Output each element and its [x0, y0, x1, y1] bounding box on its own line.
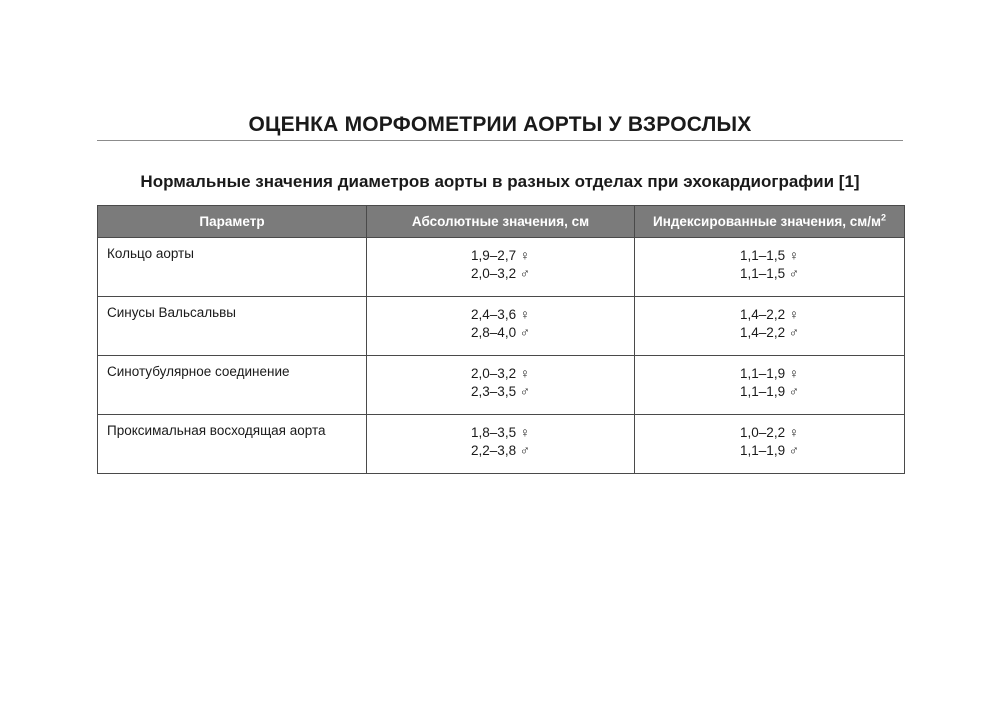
absolute-cell — [367, 356, 635, 415]
indexed-male-value: 1,1–1,5 ♂ — [740, 266, 799, 281]
absolute-male-value: 2,0–3,2 ♂ — [471, 266, 530, 281]
absolute-female-value: 2,4–3,6 ♀ — [471, 307, 530, 322]
absolute-female-value: 2,0–3,2 ♀ — [471, 366, 530, 381]
table-header-row — [98, 206, 905, 238]
absolute-cell — [367, 297, 635, 356]
indexed-male-value: 1,1–1,9 ♂ — [740, 384, 799, 399]
param-cell: Синусы Вальсальвы — [98, 297, 367, 356]
indexed-female-value: 1,0–2,2 ♀ — [740, 425, 799, 440]
table-caption: Нормальные значения диаметров аорты в разных отделах при эхокардиографии [1] — [140, 172, 860, 191]
indexed-cell — [635, 415, 905, 474]
param-cell: Кольцо аорты — [98, 238, 367, 297]
param-cell: Проксимальная восходящая аорта — [98, 415, 367, 474]
absolute-female-value: 1,9–2,7 ♀ — [471, 248, 530, 263]
table-row — [98, 238, 905, 297]
indexed-male-value: 1,1–1,9 ♂ — [740, 443, 799, 458]
absolute-cell — [367, 415, 635, 474]
indexed-cell — [635, 356, 905, 415]
table-row — [98, 415, 905, 474]
absolute-cell — [367, 238, 635, 297]
indexed-female-value: 1,1–1,9 ♀ — [740, 366, 799, 381]
page-title: ОЦЕНКА МОРФОМЕТРИИ АОРТЫ У ВЗРОСЛЫХ — [248, 113, 752, 136]
indexed-male-value: 1,4–2,2 ♂ — [740, 325, 799, 340]
absolute-male-value: 2,8–4,0 ♂ — [471, 325, 530, 340]
aorta-values-table — [97, 205, 905, 474]
header-absolute: Абсолютные значения, см — [367, 206, 635, 238]
absolute-male-value: 2,2–3,8 ♂ — [471, 443, 530, 458]
header-indexed — [635, 206, 905, 238]
absolute-female-value: 1,8–3,5 ♀ — [471, 425, 530, 440]
table-row — [98, 356, 905, 415]
absolute-male-value: 2,3–3,5 ♂ — [471, 384, 530, 399]
table-row — [98, 297, 905, 356]
param-cell: Синотубулярное соединение — [98, 356, 367, 415]
indexed-female-value: 1,4–2,2 ♀ — [740, 307, 799, 322]
title-divider — [97, 140, 903, 141]
header-indexed-text: Индексированные значения, см/м — [653, 214, 881, 229]
indexed-female-value: 1,1–1,5 ♀ — [740, 248, 799, 263]
indexed-cell — [635, 238, 905, 297]
header-param: Параметр — [98, 206, 367, 238]
indexed-cell — [635, 297, 905, 356]
header-indexed-superscript: 2 — [880, 212, 886, 223]
